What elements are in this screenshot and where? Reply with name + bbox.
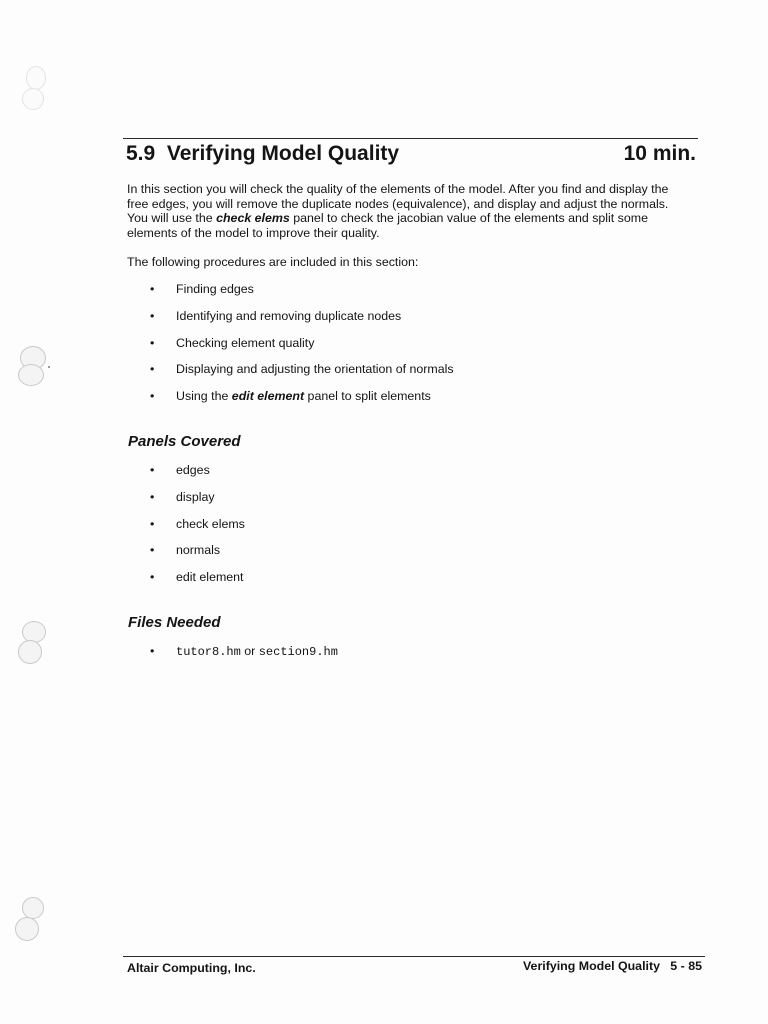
bullet: • (150, 644, 155, 658)
panel-item: edit element (176, 570, 244, 585)
bullet: • (150, 335, 155, 350)
procedure-item: Finding edges (176, 282, 254, 296)
list-item (150, 309, 454, 336)
bottom-rule (123, 956, 705, 957)
binder-hole (26, 66, 46, 90)
procedure-item: Identifying and removing duplicate nodes (176, 308, 402, 323)
bullet: • (150, 362, 155, 377)
list-item (150, 517, 245, 544)
files-needed-heading: Files Needed (128, 614, 221, 631)
procedure-item: Displaying and adjusting the orientation of normals (176, 362, 454, 377)
bullet: • (150, 543, 155, 558)
list-item (150, 644, 338, 671)
scan-speck (48, 366, 50, 368)
panel-item: normals (176, 543, 221, 558)
bullet: • (150, 463, 155, 477)
file-connector: or (240, 644, 259, 658)
bullet: • (150, 308, 155, 323)
list-item (150, 463, 245, 490)
footer-page-label: Verifying Model Quality 5 - 85 (522, 959, 702, 973)
procedure-panel-name: edit element (231, 389, 305, 404)
procedures-intro: The following procedures are included in this section: (127, 255, 419, 269)
list-item (150, 490, 245, 517)
binder-hole (18, 640, 42, 664)
bullet: • (150, 389, 155, 404)
panel-item: display (176, 489, 215, 504)
panel-item: check elems (176, 516, 245, 531)
binder-hole (22, 897, 44, 919)
procedure-item-pre: Using the (176, 389, 232, 404)
list-item (150, 389, 454, 416)
list-item (150, 336, 454, 363)
bullet: • (150, 516, 155, 531)
binder-hole (22, 88, 44, 110)
panels-list (150, 463, 245, 597)
files-list (150, 644, 338, 671)
binder-hole (15, 917, 39, 941)
panels-covered-heading: Panels Covered (128, 433, 241, 450)
section-heading (126, 142, 696, 166)
list-item (150, 543, 245, 570)
list-item (150, 570, 245, 597)
procedure-item: Checking element quality (176, 335, 315, 350)
binder-hole (18, 364, 44, 386)
panel-item: edges (176, 463, 210, 477)
list-item (150, 362, 454, 389)
intro-paragraph (127, 182, 692, 240)
list-item (150, 282, 454, 309)
bullet: • (150, 282, 155, 296)
top-rule (123, 138, 698, 139)
footer-company: Altair Computing, Inc. (127, 961, 256, 975)
file-name: section9.hm (258, 645, 338, 659)
section-title: 5.9 Verifying Model Quality (126, 142, 400, 165)
section-duration: 10 min. (623, 142, 696, 165)
intro-panel-name: check elems (216, 211, 290, 226)
bullet: • (150, 489, 155, 504)
file-name: tutor8.hm (176, 645, 241, 659)
intro-text-part1: In this section you will check the quality of the elements of the model. After you find and display the free edges, you will remove the duplicate nodes (equivalence), and display and adjust the normals. You will use the (127, 182, 669, 226)
procedures-list (150, 282, 454, 416)
bullet: • (150, 570, 155, 585)
intro-text-part2: panel to check the jacobian value of the elements and split some elements of the model to improve their quality. (127, 211, 648, 240)
procedure-item-post: panel to split elements (304, 389, 431, 404)
